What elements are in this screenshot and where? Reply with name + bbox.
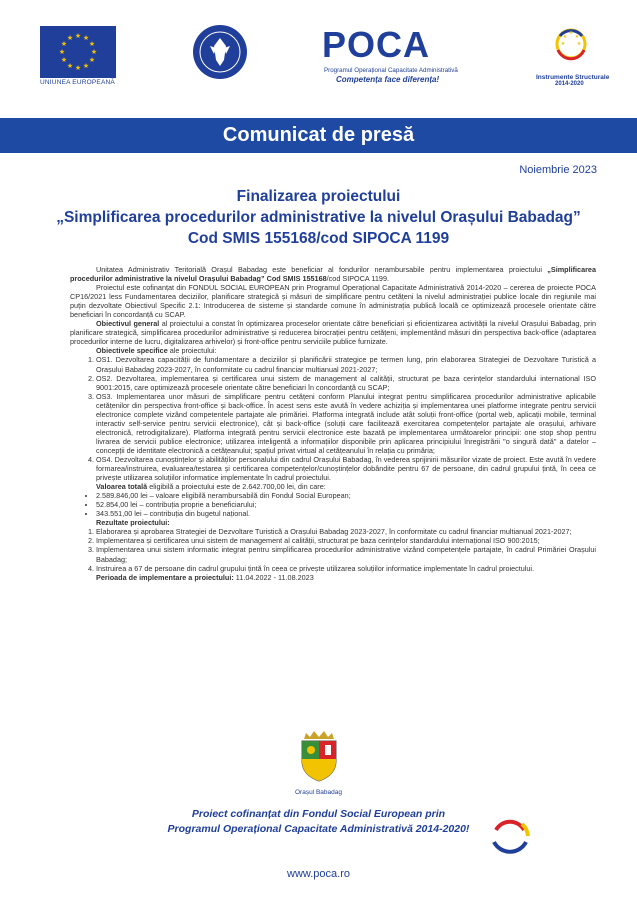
svg-text:★: ★	[88, 56, 96, 64]
list-item: 1. Elaborarea și aprobarea Strategiei de Dezvoltare Turistică a Orașului Babadag 2023-2027, în conformitate cu cadrul financiar multianual 2021-2027;	[96, 527, 596, 536]
footer-line-2: Programul Operațional Capacitate Administrativă 2014-2020!	[167, 823, 470, 835]
list-item: 4. Instruirea a 67 de persoane din cadrul grupului țintă în ceea ce privește utilizarea soluțiilor informatice implementate în cadrul proiectului.	[96, 564, 596, 573]
list-item: 2. OS2. Dezvoltarea, implementarea și certificarea unui sistem de management al calității, structurat pe baza cerințelor standardului international ISO 9001:2015, care optimizează procesele orientate către beneficiari în concordanță cu SCAP;	[96, 374, 596, 392]
svg-text:★: ★	[74, 32, 82, 40]
headline-line-2: „Simplificarea procedurilor administrative la nivelul Orașului Babadag”	[56, 209, 581, 226]
poca-wordmark: POCA	[322, 24, 431, 65]
results-list	[70, 527, 596, 572]
total-value-heading: Valoarea totală eligibilă a proiectului este de 2.642.700,00 lei, din care:	[96, 482, 326, 492]
specific-objectives-heading: Obiectivele specifice ale proiectului:	[96, 346, 217, 356]
poca-motto: Competența face diferența!	[336, 75, 440, 84]
svg-text:★: ★	[560, 41, 566, 47]
specific-objectives-list	[70, 355, 596, 482]
press-release-body	[70, 265, 596, 582]
banner-title: Comunicat de presă	[222, 124, 415, 146]
headline-line-3: Cod SMIS 155168/cod SIPOCA 1199	[187, 230, 450, 247]
svg-text:★: ★	[574, 34, 580, 40]
svg-text:★: ★	[562, 34, 568, 40]
release-date: Noiembrie 2023	[519, 164, 597, 176]
implementation-period: Perioada de implementare a proiectului: 11.04.2022 - 11.08.2023	[96, 572, 314, 582]
babadag-coat-of-arms-icon	[296, 729, 342, 783]
headline-line-1: Finalizarea proiectului	[236, 188, 401, 205]
svg-text:★: ★	[576, 41, 582, 47]
general-objective-paragraph: Obiectivul general al proiectului a constat în optimizarea proceselor orientate către beneficiari și eficientizarea activității la nivelul Orașului Babadag, prin planificare strategică, simplificarea procedurilor administrative și reducerea birocrației pentru cetățeni, implementând măsuri din perspectiva back-office (adaptarea procedurilor interne de lucru, digitalizarea arhivelor) și front-office pentru serviciile publice furnizate.	[70, 319, 596, 347]
list-item: 2. Implementarea și certificarea unui sistem de management al calității, structurat pe baza cerințelor standardului internațional ISO 900:2015;	[96, 536, 596, 545]
svg-text:★: ★	[66, 62, 74, 70]
list-item: 3. Implementarea unui sistem informatic integrat pentru simplificarea procedurilor administrative vizând competențele partajate, în cadrul Primăriei Orașului Babadag;	[96, 545, 596, 563]
svg-text:★: ★	[66, 34, 74, 42]
structural-instruments-years: 2014-2020	[555, 81, 584, 87]
svg-text:★: ★	[60, 40, 68, 48]
value-breakdown-list	[70, 491, 596, 518]
footer-line-1: Proiect cofinanțat din Fondul Social European prin	[191, 808, 446, 820]
list-item: 4. OS4. Dezvoltarea cunoștințelor și abilităților personalului din cadrul Orașului Babadag, în vederea sprijinirii măsurilor vizate de proiect. Este avută în vedere formarea/instruirea, evaluarea/testarea și certificarea competențelor/cunoștințelor dobândite pentru 67 de persoane, din cadrul grupului țintă, în ceea ce privește utilizarea soluțiilor informatice implementate în cadrul proiectului.	[96, 455, 596, 482]
intro-paragraph: Unitatea Administrativ Teritorială Orașul Babadag este beneficiar al fondurilor nerambursabile pentru implementarea proiectului „Simplificarea procedurilor administrative la nivelul Orașului Babadag” Cod SMIS 155168/cod SIPOCA 1199.	[70, 265, 596, 284]
svg-text:★: ★	[82, 34, 90, 42]
list-item: • 52.854,00 lei – contribuția proprie a beneficiarului;	[96, 500, 596, 509]
list-item: 1. OS1. Dezvoltarea capacității de fundamentare a deciziilor și planificării strategice pe termen lung, prin elaborarea Strategiei de Dezvoltare Turistică a Orașului Babadag 2023-2027, în conformitate cu cadrul financiar multianual 2021-2027;	[96, 355, 596, 373]
svg-text:★: ★	[60, 56, 68, 64]
svg-text:★: ★	[568, 30, 574, 36]
poca-arc-icon	[486, 812, 534, 860]
list-item: 3. OS3. Implementarea unor măsuri de simplificare pentru cetățeni conform Planului integrat pentru simplificarea procedurilor administrative aplicabile cetățenilor din perspectiva front-office și back-office. În acest sens este avută în vedere achiziția și implementarea unei platforme integrate pentru servicii electronice complete vizând competentele partajate ale primăriei. Platforma integrată include atât soluții front-office (portal web, aplicații mobile, terminal interactiv self-service pentru servicii electronice), cât și back-office (soluții care facilitează exercitarea competențelor partajate ale orașului, arhivare electronică, retrodigitalizare). Platforma integrată pentru servicii electronice este bazată pe implementarea următoarelor principii: one stop shop pentru livrarea de servicii publice electronice; utilizarea inteligentă a informațiilor disponibile prin aplicarea principiului înregistrării "o singură dată" a datelor – concepții de identitate electronică a cetățeanului; spațiul privat virtual al cetățeanului în relația cu primăria;	[96, 392, 596, 455]
crest-caption: Orașul Babadag	[295, 789, 342, 796]
cofinancing-paragraph: Proiectul este cofinanțat din FONDUL SOCIAL EUROPEAN prin Programul Operațional Capacitate Administrativă 2014-2020 – cererea de proiecte POCA CP16/2021 less Fundamentarea deciziilor, planificare strategică și măsuri de simplificare pentru cetățeni la nivelul administrației publice locale din regiunile mai puțin dezvoltate Obiectivul Specific 2.1: Introducerea de sisteme și standarde comune în administrația publică locală ce optimizează procesele orientate către beneficiari în concordanță cu SCAP.	[70, 283, 596, 320]
eu-flag-icon	[40, 26, 116, 78]
svg-text:★: ★	[74, 64, 82, 72]
svg-text:★: ★	[82, 62, 90, 70]
website-link[interactable]: www.poca.ro	[287, 868, 350, 880]
svg-text:★: ★	[58, 48, 66, 56]
poca-logo	[322, 24, 462, 86]
eu-caption: UNIUNEA EUROPEANĂ	[40, 79, 115, 86]
svg-text:★: ★	[88, 40, 96, 48]
list-item: • 343.551,00 lei – contribuția din bugetul național.	[96, 509, 596, 518]
svg-text:★: ★	[90, 48, 98, 56]
poca-tagline: Programul Operațional Capacitate Administrativă	[324, 67, 458, 74]
government-seal-icon	[192, 24, 248, 80]
logo-strip	[0, 0, 637, 110]
structural-instruments-caption: Instrumente Structurale	[536, 74, 610, 81]
list-item: • 2.589.846,00 lei – valoare eligibilă nerambursabilă din Fondul Social European;	[96, 491, 596, 500]
results-heading: Rezultate proiectului:	[96, 518, 170, 528]
